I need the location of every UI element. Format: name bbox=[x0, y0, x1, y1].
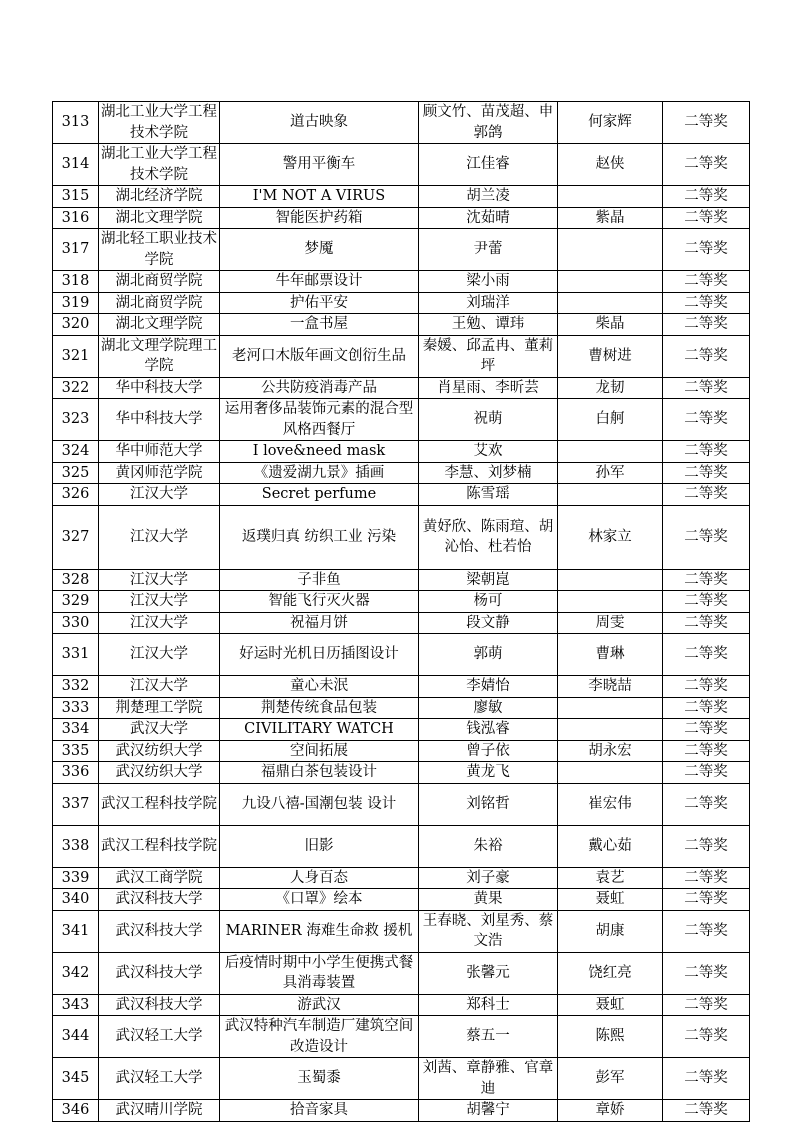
school-cell: 湖北商贸学院 bbox=[99, 292, 220, 314]
work-title-cell: 道古映象 bbox=[220, 102, 419, 144]
school-cell: 武汉纺织大学 bbox=[99, 762, 220, 784]
advisor-cell bbox=[558, 697, 663, 719]
row-number-cell: 340 bbox=[53, 889, 99, 911]
award-level-cell: 二等奖 bbox=[663, 783, 750, 825]
work-title-cell: 公共防疫消毒产品 bbox=[220, 377, 419, 399]
school-cell: 江汉大学 bbox=[99, 484, 220, 506]
row-number-cell: 331 bbox=[53, 634, 99, 676]
authors-cell: 黄果 bbox=[419, 889, 558, 911]
table-row bbox=[53, 867, 750, 889]
authors-cell: 钱泓睿 bbox=[419, 719, 558, 741]
advisor-cell: 曹琳 bbox=[558, 634, 663, 676]
advisor-cell bbox=[558, 484, 663, 506]
award-level-cell: 二等奖 bbox=[663, 910, 750, 952]
authors-cell: 黄妤欣、陈雨瑄、胡沁怡、杜若怡 bbox=[419, 505, 558, 569]
authors-cell: 胡馨宁 bbox=[419, 1100, 558, 1122]
table-row bbox=[53, 676, 750, 698]
school-cell: 黄冈师范学院 bbox=[99, 462, 220, 484]
work-title-cell: I love&need mask bbox=[220, 441, 419, 463]
table-row bbox=[53, 484, 750, 506]
advisor-cell: 彭军 bbox=[558, 1058, 663, 1100]
table-row bbox=[53, 144, 750, 186]
school-cell: 江汉大学 bbox=[99, 505, 220, 569]
award-level-cell: 二等奖 bbox=[663, 994, 750, 1016]
award-level-cell: 二等奖 bbox=[663, 697, 750, 719]
work-title-cell: 《口罩》绘本 bbox=[220, 889, 419, 911]
work-title-cell: 《遗爱湖九景》插画 bbox=[220, 462, 419, 484]
table-row bbox=[53, 335, 750, 377]
school-cell: 华中师范大学 bbox=[99, 441, 220, 463]
row-number-cell: 314 bbox=[53, 144, 99, 186]
award-level-cell: 二等奖 bbox=[663, 1016, 750, 1058]
school-cell: 湖北文理学院 bbox=[99, 207, 220, 229]
row-number-cell: 313 bbox=[53, 102, 99, 144]
authors-cell: 张馨元 bbox=[419, 952, 558, 994]
work-title-cell: 好运时光机日历插图设计 bbox=[220, 634, 419, 676]
table-row bbox=[53, 399, 750, 441]
school-cell: 湖北工业大学工程技术学院 bbox=[99, 102, 220, 144]
table-row bbox=[53, 719, 750, 741]
row-number-cell: 323 bbox=[53, 399, 99, 441]
work-title-cell: 拾音家具 bbox=[220, 1100, 419, 1122]
award-level-cell: 二等奖 bbox=[663, 462, 750, 484]
authors-cell: 杨可 bbox=[419, 591, 558, 613]
authors-cell: 沈茹晴 bbox=[419, 207, 558, 229]
work-title-cell: 牛年邮票设计 bbox=[220, 271, 419, 293]
school-cell: 武汉科技大学 bbox=[99, 910, 220, 952]
authors-cell: 段文静 bbox=[419, 612, 558, 634]
work-title-cell: 护佑平安 bbox=[220, 292, 419, 314]
school-cell: 武汉科技大学 bbox=[99, 994, 220, 1016]
advisor-cell: 林家立 bbox=[558, 505, 663, 569]
advisor-cell: 周雯 bbox=[558, 612, 663, 634]
work-title-cell: 游武汉 bbox=[220, 994, 419, 1016]
work-title-cell: 武汉特种汽车制造厂建筑空间改造设计 bbox=[220, 1016, 419, 1058]
row-number-cell: 324 bbox=[53, 441, 99, 463]
table-row bbox=[53, 462, 750, 484]
row-number-cell: 328 bbox=[53, 569, 99, 591]
work-title-cell: 后疫情时期中小学生便携式餐具消毒装置 bbox=[220, 952, 419, 994]
school-cell: 武汉工程科技学院 bbox=[99, 783, 220, 825]
table-row bbox=[53, 889, 750, 911]
school-cell: 武汉科技大学 bbox=[99, 889, 220, 911]
table-row bbox=[53, 1100, 750, 1122]
advisor-cell bbox=[558, 591, 663, 613]
authors-cell: 江佳睿 bbox=[419, 144, 558, 186]
school-cell: 华中科技大学 bbox=[99, 377, 220, 399]
advisor-cell bbox=[558, 569, 663, 591]
work-title-cell: 祝福月饼 bbox=[220, 612, 419, 634]
table-row bbox=[53, 697, 750, 719]
advisor-cell: 胡康 bbox=[558, 910, 663, 952]
table-row bbox=[53, 102, 750, 144]
work-title-cell: MARINER 海难生命救 援机 bbox=[220, 910, 419, 952]
award-level-cell: 二等奖 bbox=[663, 762, 750, 784]
authors-cell: 刘铭哲 bbox=[419, 783, 558, 825]
work-title-cell: 老河口木版年画文创衍生品 bbox=[220, 335, 419, 377]
table-row bbox=[53, 1016, 750, 1058]
school-cell: 湖北经济学院 bbox=[99, 186, 220, 208]
authors-cell: 蔡五一 bbox=[419, 1016, 558, 1058]
authors-cell: 肖星雨、李昕芸 bbox=[419, 377, 558, 399]
school-cell: 江汉大学 bbox=[99, 676, 220, 698]
advisor-cell: 孙军 bbox=[558, 462, 663, 484]
table-row bbox=[53, 591, 750, 613]
authors-cell: 梁朝崑 bbox=[419, 569, 558, 591]
row-number-cell: 339 bbox=[53, 867, 99, 889]
advisor-cell: 曹树进 bbox=[558, 335, 663, 377]
award-table bbox=[52, 101, 750, 1122]
award-level-cell: 二等奖 bbox=[663, 484, 750, 506]
work-title-cell: 福鼎白茶包装设计 bbox=[220, 762, 419, 784]
authors-cell: 李慧、刘梦楠 bbox=[419, 462, 558, 484]
authors-cell: 郑科士 bbox=[419, 994, 558, 1016]
authors-cell: 王勉、谭玮 bbox=[419, 314, 558, 336]
school-cell: 湖北工业大学工程技术学院 bbox=[99, 144, 220, 186]
table-row bbox=[53, 229, 750, 271]
row-number-cell: 317 bbox=[53, 229, 99, 271]
row-number-cell: 341 bbox=[53, 910, 99, 952]
award-level-cell: 二等奖 bbox=[663, 634, 750, 676]
table-row bbox=[53, 271, 750, 293]
row-number-cell: 327 bbox=[53, 505, 99, 569]
authors-cell: 刘瑞洋 bbox=[419, 292, 558, 314]
school-cell: 江汉大学 bbox=[99, 634, 220, 676]
school-cell: 江汉大学 bbox=[99, 569, 220, 591]
award-level-cell: 二等奖 bbox=[663, 825, 750, 867]
award-level-cell: 二等奖 bbox=[663, 292, 750, 314]
award-level-cell: 二等奖 bbox=[663, 569, 750, 591]
row-number-cell: 320 bbox=[53, 314, 99, 336]
advisor-cell: 聂虹 bbox=[558, 994, 663, 1016]
school-cell: 武汉轻工大学 bbox=[99, 1016, 220, 1058]
award-level-cell: 二等奖 bbox=[663, 441, 750, 463]
authors-cell: 胡兰凌 bbox=[419, 186, 558, 208]
advisor-cell: 崔宏伟 bbox=[558, 783, 663, 825]
work-title-cell: Secret perfume bbox=[220, 484, 419, 506]
row-number-cell: 342 bbox=[53, 952, 99, 994]
advisor-cell: 戴心茹 bbox=[558, 825, 663, 867]
authors-cell: 尹蕾 bbox=[419, 229, 558, 271]
table-row bbox=[53, 994, 750, 1016]
work-title-cell: 智能飞行灭火器 bbox=[220, 591, 419, 613]
advisor-cell bbox=[558, 229, 663, 271]
authors-cell: 曾子依 bbox=[419, 740, 558, 762]
award-level-cell: 二等奖 bbox=[663, 889, 750, 911]
advisor-cell: 聂虹 bbox=[558, 889, 663, 911]
award-level-cell: 二等奖 bbox=[663, 591, 750, 613]
authors-cell: 顾文竹、苗茂超、申郭鸽 bbox=[419, 102, 558, 144]
table-row bbox=[53, 740, 750, 762]
row-number-cell: 318 bbox=[53, 271, 99, 293]
work-title-cell: 一盒书屋 bbox=[220, 314, 419, 336]
authors-cell: 祝萌 bbox=[419, 399, 558, 441]
table-row bbox=[53, 377, 750, 399]
work-title-cell: 警用平衡车 bbox=[220, 144, 419, 186]
authors-cell: 李婧怡 bbox=[419, 676, 558, 698]
award-level-cell: 二等奖 bbox=[663, 144, 750, 186]
advisor-cell bbox=[558, 186, 663, 208]
advisor-cell: 袁艺 bbox=[558, 867, 663, 889]
row-number-cell: 329 bbox=[53, 591, 99, 613]
table-row bbox=[53, 207, 750, 229]
school-cell: 湖北轻工职业技术学院 bbox=[99, 229, 220, 271]
row-number-cell: 322 bbox=[53, 377, 99, 399]
work-title-cell: 童心未泯 bbox=[220, 676, 419, 698]
table-row bbox=[53, 910, 750, 952]
row-number-cell: 319 bbox=[53, 292, 99, 314]
authors-cell: 秦媛、邱孟冉、董莉坪 bbox=[419, 335, 558, 377]
work-title-cell: 空间拓展 bbox=[220, 740, 419, 762]
school-cell: 武汉工商学院 bbox=[99, 867, 220, 889]
award-level-cell: 二等奖 bbox=[663, 229, 750, 271]
work-title-cell: I'M NOT A VIRUS bbox=[220, 186, 419, 208]
work-title-cell: 运用奢侈品装饰元素的混合型风格西餐厅 bbox=[220, 399, 419, 441]
work-title-cell: 九设八禧-国潮包装 设计 bbox=[220, 783, 419, 825]
row-number-cell: 335 bbox=[53, 740, 99, 762]
row-number-cell: 336 bbox=[53, 762, 99, 784]
row-number-cell: 325 bbox=[53, 462, 99, 484]
row-number-cell: 321 bbox=[53, 335, 99, 377]
advisor-cell: 饶红亮 bbox=[558, 952, 663, 994]
award-level-cell: 二等奖 bbox=[663, 335, 750, 377]
school-cell: 武汉大学 bbox=[99, 719, 220, 741]
row-number-cell: 333 bbox=[53, 697, 99, 719]
award-level-cell: 二等奖 bbox=[663, 676, 750, 698]
authors-cell: 刘茜、章静雅、官章迪 bbox=[419, 1058, 558, 1100]
row-number-cell: 332 bbox=[53, 676, 99, 698]
work-title-cell: 荆楚传统食品包装 bbox=[220, 697, 419, 719]
advisor-cell: 赵侠 bbox=[558, 144, 663, 186]
school-cell: 湖北文理学院理工学院 bbox=[99, 335, 220, 377]
row-number-cell: 330 bbox=[53, 612, 99, 634]
advisor-cell: 陈熙 bbox=[558, 1016, 663, 1058]
award-level-cell: 二等奖 bbox=[663, 314, 750, 336]
table-row bbox=[53, 292, 750, 314]
table-row bbox=[53, 762, 750, 784]
school-cell: 武汉轻工大学 bbox=[99, 1058, 220, 1100]
table-row bbox=[53, 783, 750, 825]
row-number-cell: 344 bbox=[53, 1016, 99, 1058]
authors-cell: 艾欢 bbox=[419, 441, 558, 463]
row-number-cell: 343 bbox=[53, 994, 99, 1016]
table-row bbox=[53, 1058, 750, 1100]
work-title-cell: 梦魇 bbox=[220, 229, 419, 271]
award-level-cell: 二等奖 bbox=[663, 719, 750, 741]
advisor-cell bbox=[558, 719, 663, 741]
work-title-cell: 子非鱼 bbox=[220, 569, 419, 591]
authors-cell: 朱裕 bbox=[419, 825, 558, 867]
table-row bbox=[53, 314, 750, 336]
school-cell: 武汉工程科技学院 bbox=[99, 825, 220, 867]
table-row bbox=[53, 612, 750, 634]
table-row bbox=[53, 825, 750, 867]
row-number-cell: 334 bbox=[53, 719, 99, 741]
row-number-cell: 338 bbox=[53, 825, 99, 867]
award-level-cell: 二等奖 bbox=[663, 271, 750, 293]
table-row bbox=[53, 569, 750, 591]
work-title-cell: 玉蜀黍 bbox=[220, 1058, 419, 1100]
row-number-cell: 337 bbox=[53, 783, 99, 825]
authors-cell: 黄龙飞 bbox=[419, 762, 558, 784]
advisor-cell: 白舸 bbox=[558, 399, 663, 441]
school-cell: 江汉大学 bbox=[99, 591, 220, 613]
school-cell: 湖北文理学院 bbox=[99, 314, 220, 336]
row-number-cell: 326 bbox=[53, 484, 99, 506]
advisor-cell: 何家辉 bbox=[558, 102, 663, 144]
authors-cell: 陈雪瑶 bbox=[419, 484, 558, 506]
award-level-cell: 二等奖 bbox=[663, 399, 750, 441]
advisor-cell bbox=[558, 441, 663, 463]
authors-cell: 郭萌 bbox=[419, 634, 558, 676]
advisor-cell: 龙韧 bbox=[558, 377, 663, 399]
advisor-cell bbox=[558, 762, 663, 784]
school-cell: 荆楚理工学院 bbox=[99, 697, 220, 719]
row-number-cell: 345 bbox=[53, 1058, 99, 1100]
row-number-cell: 315 bbox=[53, 186, 99, 208]
school-cell: 武汉晴川学院 bbox=[99, 1100, 220, 1122]
school-cell: 武汉纺织大学 bbox=[99, 740, 220, 762]
table-row bbox=[53, 952, 750, 994]
authors-cell: 廖敏 bbox=[419, 697, 558, 719]
school-cell: 华中科技大学 bbox=[99, 399, 220, 441]
award-level-cell: 二等奖 bbox=[663, 377, 750, 399]
authors-cell: 王春晓、刘星秀、蔡文浩 bbox=[419, 910, 558, 952]
table-row bbox=[53, 441, 750, 463]
advisor-cell bbox=[558, 292, 663, 314]
award-level-cell: 二等奖 bbox=[663, 1100, 750, 1122]
award-level-cell: 二等奖 bbox=[663, 186, 750, 208]
work-title-cell: CIVILITARY WATCH bbox=[220, 719, 419, 741]
authors-cell: 梁小雨 bbox=[419, 271, 558, 293]
advisor-cell: 柴晶 bbox=[558, 314, 663, 336]
row-number-cell: 346 bbox=[53, 1100, 99, 1122]
advisor-cell: 章娇 bbox=[558, 1100, 663, 1122]
advisor-cell: 李晓喆 bbox=[558, 676, 663, 698]
award-level-cell: 二等奖 bbox=[663, 867, 750, 889]
award-level-cell: 二等奖 bbox=[663, 102, 750, 144]
school-cell: 湖北商贸学院 bbox=[99, 271, 220, 293]
award-level-cell: 二等奖 bbox=[663, 505, 750, 569]
work-title-cell: 智能医护药箱 bbox=[220, 207, 419, 229]
award-table-body bbox=[53, 102, 750, 1122]
advisor-cell: 紫晶 bbox=[558, 207, 663, 229]
advisor-cell bbox=[558, 271, 663, 293]
work-title-cell: 返璞归真 纺织工业 污染 bbox=[220, 505, 419, 569]
award-level-cell: 二等奖 bbox=[663, 952, 750, 994]
table-row bbox=[53, 186, 750, 208]
school-cell: 江汉大学 bbox=[99, 612, 220, 634]
table-row bbox=[53, 505, 750, 569]
work-title-cell: 人身百态 bbox=[220, 867, 419, 889]
award-level-cell: 二等奖 bbox=[663, 612, 750, 634]
award-level-cell: 二等奖 bbox=[663, 1058, 750, 1100]
award-level-cell: 二等奖 bbox=[663, 207, 750, 229]
table-row bbox=[53, 634, 750, 676]
advisor-cell: 胡永宏 bbox=[558, 740, 663, 762]
award-level-cell: 二等奖 bbox=[663, 740, 750, 762]
row-number-cell: 316 bbox=[53, 207, 99, 229]
work-title-cell: 旧影 bbox=[220, 825, 419, 867]
school-cell: 武汉科技大学 bbox=[99, 952, 220, 994]
authors-cell: 刘子豪 bbox=[419, 867, 558, 889]
